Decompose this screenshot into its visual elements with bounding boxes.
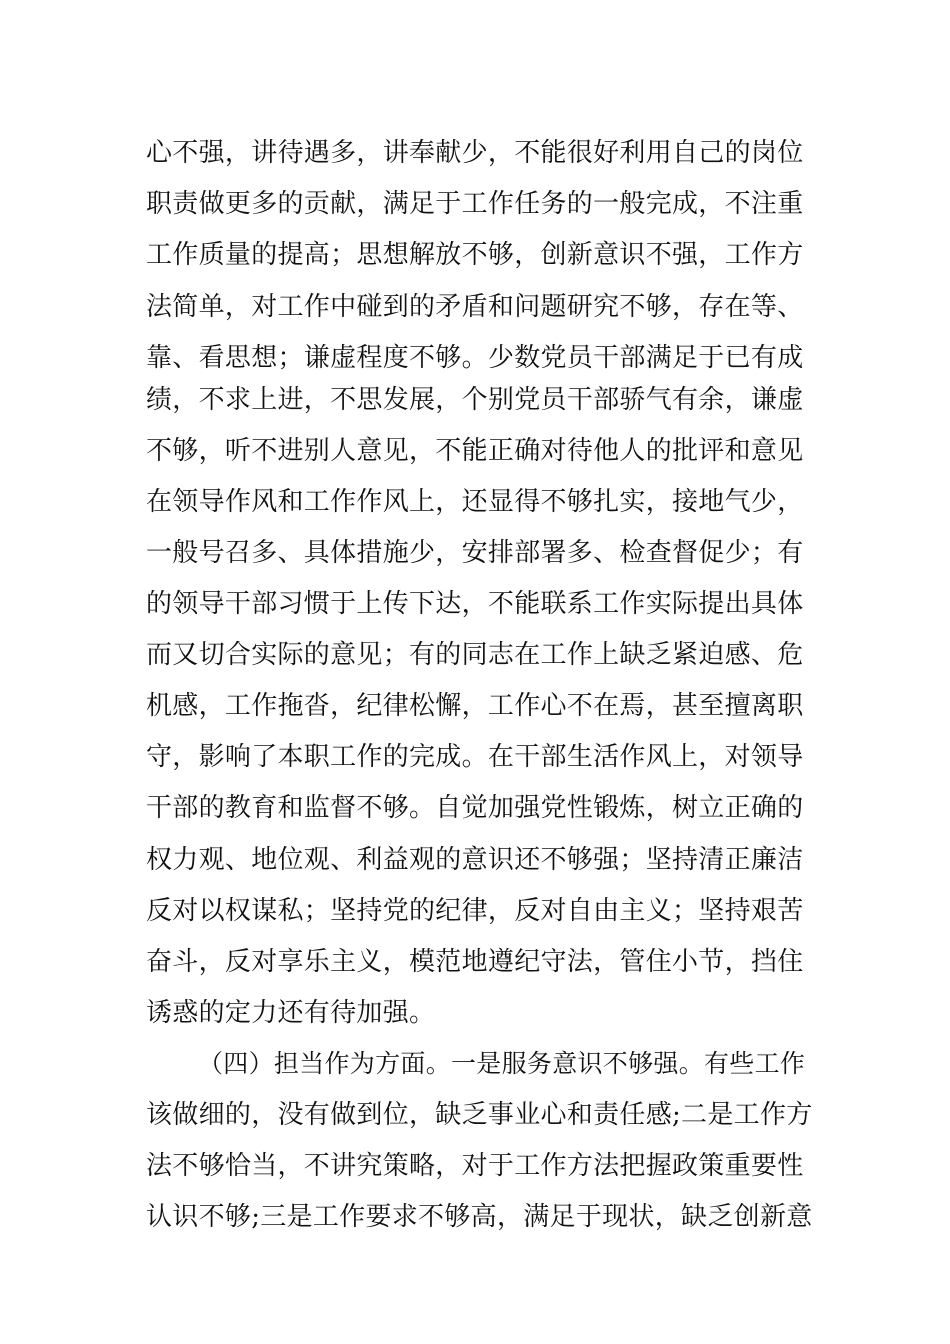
text-line-21: 法不够恰当，不讲究策略，对于工作方法把握政策重要性 (146, 1151, 804, 1181)
text-line-22: 认识不够;三是工作要求不够高，满足于现状，缺乏创新意 (146, 1202, 813, 1232)
text-line-9: 一般号召多、具体措施少，安排部署多、检查督促少；有 (146, 538, 804, 568)
text-line-20: 该做细的，没有做到位，缺乏事业心和责任感;二是工作方 (146, 1100, 813, 1130)
text-line-3: 工作质量的提高；思想解放不够，创新意识不强，工作方 (146, 240, 804, 270)
text-line-17: 奋斗，反对享乐主义，模范地遵纪守法，管住小节，挡住 (146, 947, 804, 977)
text-line-13: 守，影响了本职工作的完成。在干部生活作风上，对领导 (146, 742, 804, 772)
text-line-15: 权力观、地位观、利益观的意识还不够强；坚持清正廉洁 (146, 845, 804, 875)
text-line-2: 职责做更多的贡献，满足于工作任务的一般完成，不注重 (146, 189, 804, 219)
text-line-14: 干部的教育和监督不够。自觉加强党性锻炼，树立正确的 (146, 793, 804, 823)
text-line-10: 的领导干部习惯于上传下达，不能联系工作实际提出具体 (146, 589, 804, 619)
text-line-6: 绩，不求上进，不思发展，个别党员干部骄气有余，谦虚 (146, 385, 804, 415)
text-line-8: 在领导作风和工作作风上，还显得不够扎实，接地气少， (146, 487, 804, 517)
text-line-4: 法简单，对工作中碰到的矛盾和问题研究不够，存在等、 (146, 292, 804, 322)
text-line-7: 不够，听不进别人意见，不能正确对待他人的批评和意见 (146, 436, 804, 466)
text-line-12: 机感，工作拖沓，纪律松懈，工作心不在焉，甚至擅离职 (146, 691, 804, 721)
paragraph-4-heading-line: （四）担当作为方面。一是服务意识不够强。有些工作 (198, 1049, 806, 1078)
text-line-5: 靠、看思想；谦虚程度不够。少数党员干部满足于已有成 (146, 343, 804, 373)
text-line-16: 反对以权谋私；坚持党的纪律，反对自由主义；坚持艰苦 (146, 896, 804, 926)
text-line-18: 诱惑的定力还有待加强。 (146, 998, 436, 1028)
text-line-1: 心不强，讲待遇多，讲奉献少，不能很好利用自己的岗位 (146, 138, 804, 168)
text-line-11: 而又切合实际的意见；有的同志在工作上缺乏紧迫感、危 (146, 640, 804, 670)
